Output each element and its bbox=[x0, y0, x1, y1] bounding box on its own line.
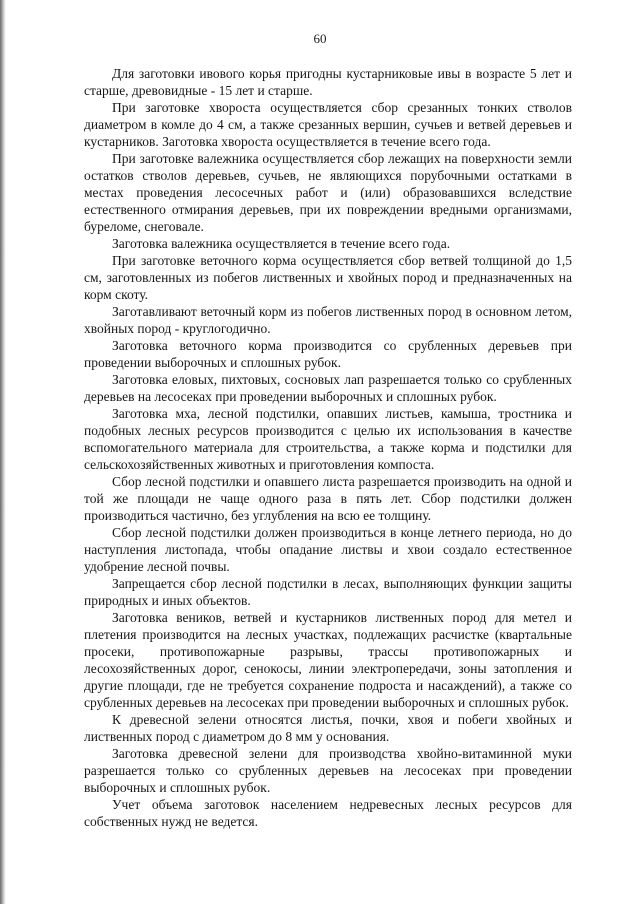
paragraph-twig-fodder: При заготовке веточного корма осуществляется сбор ветвей толщиной до 1,5 см, заготовленных из побегов лиственных и хвойных пород и предназначенных на корм скоту. bbox=[84, 253, 572, 302]
paragraph-litter-timing: Сбор лесной подстилки должен производиться в конце летнего периода, но до наступления листопада, чтобы опадание листвы и хвои создало естественное удобрение лесной почвы. bbox=[84, 525, 572, 574]
paragraph-litter-frequency: Сбор лесной подстилки и опавшего листа разрешается производить на одной и той же площади не чаще одного раза в пять лет. Сбор подстилки должен производиться частично, без углубления на всю ее толщину. bbox=[84, 474, 572, 523]
paragraph-accounting: Учет объема заготовок населением недревесных лесных ресурсов для собственных нужд не ведется. bbox=[84, 797, 572, 829]
paragraph-willow-bark: Для заготовки ивового корья пригодны кустарниковые ивы в возрасте 5 лет и старше, древовидные - 15 лет и старше. bbox=[84, 66, 572, 98]
paragraph-deadwood: При заготовке валежника осуществляется сбор лежащих на поверхности земли остатков стволов деревьев, сучьев, не являющихся порубочными остатками в местах проведения лесосечных работ и (или) образовавшихся вследствие естественного отмирания деревьев, при их повреждении вредными организмами, буреломе, снеговале. bbox=[84, 151, 572, 234]
paragraph-conifer-branches: Заготовка еловых, пихтовых, сосновых лап разрешается только со срубленных деревьев на лесосеках при проведении выборочных и сплошных рубок. bbox=[84, 372, 572, 404]
paragraph-moss-litter: Заготовка мха, лесной подстилки, опавших листьев, камыша, тростника и подобных лесных ресурсов производится с целью их использования в качестве вспомогательного материала для строительства, а также корма и подстилки для сельскохозяйственных животных и приготовления компоста. bbox=[84, 406, 572, 472]
paragraph-greenery-definition: К древесной зелени относятся листья, почки, хвоя и побеги хвойных и лиственных пород с диаметром до 8 мм у основания. bbox=[84, 712, 572, 744]
paragraph-brushwood: При заготовке хвороста осуществляется сбор срезанных тонких стволов диаметром в комле до 4 см, а также срезанных вершин, сучьев и ветвей деревьев и кустарников. Заготовка хвороста осуществляется в течение всего года. bbox=[84, 100, 572, 149]
paragraph-deadwood-season: Заготовка валежника осуществляется в течение всего года. bbox=[112, 236, 451, 251]
document-body bbox=[84, 65, 572, 830]
paragraph-greenery-harvest: Заготовка древесной зелени для производства хвойно-витаминной муки разрешается только со срубленных деревьев на лесосеках при проведении выборочных и сплошных рубок. bbox=[84, 746, 572, 795]
page-number: 60 bbox=[313, 31, 327, 46]
paragraph-twig-fodder-season: Заготавливают веточный корм из побегов лиственных пород в основном летом, хвойных пород - круглогодично. bbox=[84, 304, 572, 336]
paragraph-brooms-branches: Заготовка веников, ветвей и кустарников лиственных пород для метел и плетения производится на лесных участках, подлежащих расчистке (квартальные просеки, противопожарные разрывы, трассы противопожарных и лесохозяйственных дорог, сенокосы, линии электропередачи, зоны затопления и другие площади, где не требуется сохранение подроста и насаждений), а также со срубленных деревьев на лесосеках при проведении выборочных и сплошных рубок. bbox=[84, 610, 572, 710]
scan-edge-shadow bbox=[0, 0, 6, 904]
paragraph-litter-prohibition: Запрещается сбор лесной подстилки в лесах, выполняющих функции защиты природных и иных объектов. bbox=[84, 576, 572, 608]
paragraph-twig-fodder-source: Заготовка веточного корма производится со срубленных деревьев при проведении выборочных и сплошных рубок. bbox=[84, 338, 572, 370]
